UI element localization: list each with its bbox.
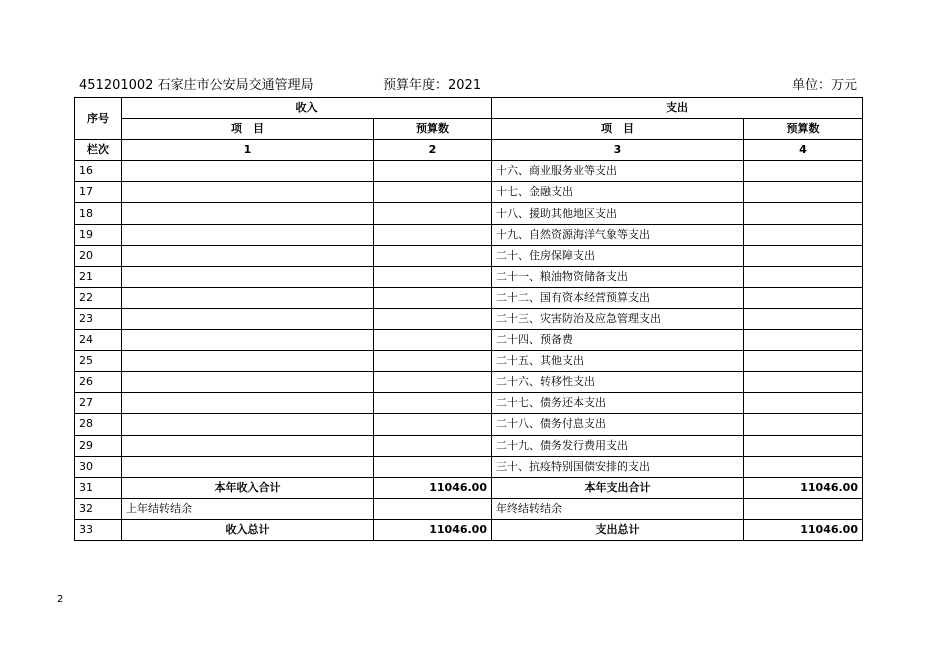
income-amount xyxy=(374,435,492,456)
income-item: 收入总计 xyxy=(122,519,374,540)
expense-amount xyxy=(744,393,863,414)
income-amount xyxy=(374,245,492,266)
income-item xyxy=(122,435,374,456)
expense-item: 二十五、其他支出 xyxy=(492,351,744,372)
column-number-row xyxy=(75,140,863,161)
row-seq: 21 xyxy=(75,266,122,287)
income-item xyxy=(122,372,374,393)
income-item xyxy=(122,287,374,308)
income-amount xyxy=(374,498,492,519)
income-item xyxy=(122,161,374,182)
table-row xyxy=(75,393,863,414)
income-item xyxy=(122,330,374,351)
table-row xyxy=(75,182,863,203)
expense-amount xyxy=(744,266,863,287)
table-row xyxy=(75,456,863,477)
col-num-3: 3 xyxy=(492,140,744,161)
row-seq: 20 xyxy=(75,245,122,266)
income-item xyxy=(122,203,374,224)
budget-table-body xyxy=(75,98,863,541)
table-row xyxy=(75,308,863,329)
income-item xyxy=(122,245,374,266)
expense-amount xyxy=(744,414,863,435)
row-seq: 16 xyxy=(75,161,122,182)
table-row xyxy=(75,330,863,351)
expense-item: 十六、商业服务业等支出 xyxy=(492,161,744,182)
expense-item: 二十二、国有资本经营预算支出 xyxy=(492,287,744,308)
expense-item: 二十一、粮油物资储备支出 xyxy=(492,266,744,287)
expense-item: 十九、自然资源海洋气象等支出 xyxy=(492,224,744,245)
expense-item: 二十、住房保障支出 xyxy=(492,245,744,266)
table-row xyxy=(75,498,863,519)
table-row xyxy=(75,351,863,372)
header-expense-amount: 预算数 xyxy=(744,119,863,140)
unit-label: 单位：万元 xyxy=(791,78,857,93)
col-num-2: 2 xyxy=(374,140,492,161)
expense-item: 十七、金融支出 xyxy=(492,182,744,203)
col-num-4: 4 xyxy=(744,140,863,161)
income-amount xyxy=(374,393,492,414)
income-amount xyxy=(374,308,492,329)
expense-item: 二十四、预备费 xyxy=(492,330,744,351)
expense-amount xyxy=(744,435,863,456)
row-seq: 27 xyxy=(75,393,122,414)
row-seq: 32 xyxy=(75,498,122,519)
table-row xyxy=(75,287,863,308)
expense-amount xyxy=(744,372,863,393)
row-seq: 23 xyxy=(75,308,122,329)
income-amount xyxy=(374,351,492,372)
table-row xyxy=(75,519,863,540)
table-row xyxy=(75,435,863,456)
row-seq: 31 xyxy=(75,477,122,498)
page-number: 2 xyxy=(57,594,64,605)
expense-amount xyxy=(744,351,863,372)
expense-amount xyxy=(744,182,863,203)
table-row xyxy=(75,372,863,393)
expense-item: 三十、抗疫特别国债安排的支出 xyxy=(492,456,744,477)
table-row xyxy=(75,245,863,266)
expense-amount xyxy=(744,245,863,266)
income-item xyxy=(122,456,374,477)
table-row xyxy=(75,224,863,245)
header-income: 收入 xyxy=(122,98,492,119)
expense-amount xyxy=(744,287,863,308)
header-expense-item: 项 目 xyxy=(492,119,744,140)
row-seq: 25 xyxy=(75,351,122,372)
row-seq: 24 xyxy=(75,330,122,351)
budget-table xyxy=(74,97,863,541)
expense-amount xyxy=(744,456,863,477)
income-amount xyxy=(374,287,492,308)
budget-year: 预算年度：2021 xyxy=(383,78,482,93)
header-row-group xyxy=(75,98,863,119)
header-seq: 序号 xyxy=(75,98,122,140)
row-seq: 18 xyxy=(75,203,122,224)
income-item xyxy=(122,414,374,435)
expense-item: 二十九、债务发行费用支出 xyxy=(492,435,744,456)
expense-amount xyxy=(744,498,863,519)
expense-amount xyxy=(744,203,863,224)
row-seq: 28 xyxy=(75,414,122,435)
income-amount xyxy=(374,203,492,224)
expense-amount xyxy=(744,330,863,351)
income-amount xyxy=(374,456,492,477)
row-seq: 29 xyxy=(75,435,122,456)
income-item: 本年收入合计 xyxy=(122,477,374,498)
row-seq: 33 xyxy=(75,519,122,540)
expense-amount: 11046.00 xyxy=(744,477,863,498)
income-amount xyxy=(374,182,492,203)
table-row xyxy=(75,161,863,182)
income-amount: 11046.00 xyxy=(374,519,492,540)
income-amount: 11046.00 xyxy=(374,477,492,498)
row-seq: 26 xyxy=(75,372,122,393)
income-item xyxy=(122,351,374,372)
expense-amount: 11046.00 xyxy=(744,519,863,540)
table-row xyxy=(75,477,863,498)
income-item xyxy=(122,182,374,203)
income-item xyxy=(122,308,374,329)
header-row-sub xyxy=(75,119,863,140)
report-header xyxy=(79,77,861,95)
expense-item: 二十六、转移性支出 xyxy=(492,372,744,393)
header-expense: 支出 xyxy=(492,98,863,119)
expense-item: 二十三、灾害防治及应急管理支出 xyxy=(492,308,744,329)
expense-amount xyxy=(744,308,863,329)
income-item xyxy=(122,266,374,287)
header-income-amount: 预算数 xyxy=(374,119,492,140)
row-seq: 17 xyxy=(75,182,122,203)
income-amount xyxy=(374,161,492,182)
col-num-1: 1 xyxy=(122,140,374,161)
income-item xyxy=(122,393,374,414)
expense-item: 支出总计 xyxy=(492,519,744,540)
income-item: 上年结转结余 xyxy=(122,498,374,519)
organization-title: 451201002 石家庄市公安局交通管理局 xyxy=(79,78,314,93)
expense-item: 年终结转结余 xyxy=(492,498,744,519)
table-row xyxy=(75,414,863,435)
income-amount xyxy=(374,372,492,393)
row-seq: 19 xyxy=(75,224,122,245)
expense-item: 二十七、债务还本支出 xyxy=(492,393,744,414)
income-amount xyxy=(374,414,492,435)
expense-item: 本年支出合计 xyxy=(492,477,744,498)
income-amount xyxy=(374,330,492,351)
table-row xyxy=(75,203,863,224)
income-amount xyxy=(374,224,492,245)
header-income-item: 项 目 xyxy=(122,119,374,140)
expense-item: 二十八、债务付息支出 xyxy=(492,414,744,435)
lanci-label: 栏次 xyxy=(75,140,122,161)
income-item xyxy=(122,224,374,245)
table-row xyxy=(75,266,863,287)
row-seq: 30 xyxy=(75,456,122,477)
expense-amount xyxy=(744,224,863,245)
income-amount xyxy=(374,266,492,287)
expense-amount xyxy=(744,161,863,182)
row-seq: 22 xyxy=(75,287,122,308)
expense-item: 十八、援助其他地区支出 xyxy=(492,203,744,224)
